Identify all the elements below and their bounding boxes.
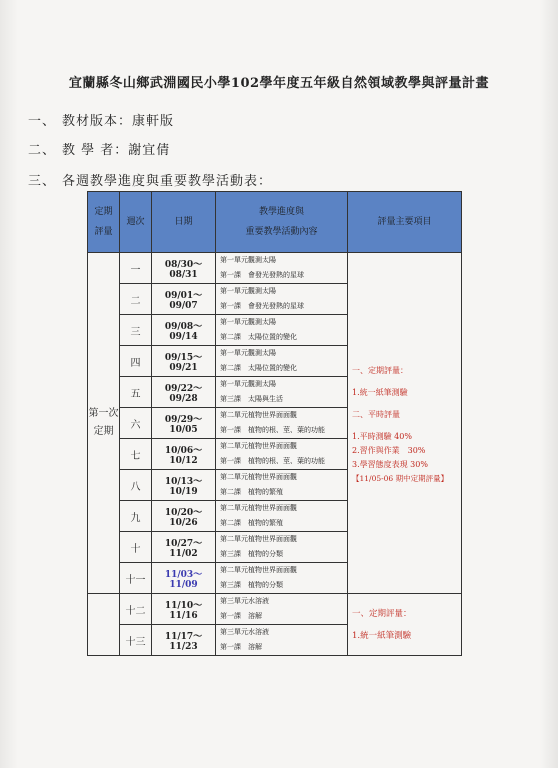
date-cell: 08/30～08/31 [152, 253, 216, 284]
activity-lesson: 第三課 植物的分類 [220, 581, 283, 589]
period-line2: 定期 [93, 426, 114, 437]
activity-lesson: 第一課 會發光發熱的星球 [220, 302, 304, 310]
activity-unit: 第一單元觀測太陽 [220, 287, 276, 295]
activity-unit: 第三單元水溶液 [220, 628, 269, 636]
activity-cell [216, 377, 348, 408]
activity-cell [216, 501, 348, 532]
activity-cell [216, 594, 348, 625]
week-cell: 十一 [120, 563, 152, 594]
section-text: 教 學 者：謝宜倩 [62, 143, 171, 158]
section-text: 各週教學進度與重要教學活動表： [62, 174, 273, 189]
date-cell: 10/20～10/26 [152, 501, 216, 532]
activity-cell [216, 563, 348, 594]
week-cell: 八 [120, 470, 152, 501]
activity-cell [216, 625, 348, 656]
activity-unit: 第一單元觀測太陽 [220, 256, 276, 264]
date-cell: 10/13～10/19 [152, 470, 216, 501]
activity-lesson: 第一課 溶解 [220, 612, 262, 620]
activity-unit: 第一單元觀測太陽 [220, 380, 276, 388]
section-number: 三、 [28, 174, 57, 189]
eval-line: 一、定期評量： [352, 608, 412, 619]
header-activity [216, 192, 348, 253]
header-period [88, 192, 120, 253]
eval-line: 2.習作與作業 30% [352, 446, 426, 455]
activity-unit: 第二單元植物世界面面觀 [220, 504, 297, 512]
period-first-exam [88, 253, 120, 594]
date-cell: 11/03～11/09 [152, 563, 216, 594]
date-cell: 10/06～10/12 [152, 439, 216, 470]
header-activity-line1: 教學進度與 [258, 207, 304, 217]
activity-unit: 第二單元植物世界面面觀 [220, 566, 297, 574]
schedule-table [87, 191, 462, 656]
eval-line: 二、平時評量 [352, 410, 400, 419]
header-eval: 評量主要項目 [348, 192, 462, 253]
activity-unit: 第三單元水溶液 [220, 597, 269, 605]
activity-cell [216, 439, 348, 470]
activity-lesson: 第一課 會發光發熱的星球 [220, 271, 304, 279]
date-cell: 09/29～10/05 [152, 408, 216, 439]
activity-cell [216, 470, 348, 501]
activity-lesson: 第二課 太陽位置的變化 [220, 364, 297, 372]
header-period-line2: 評量 [94, 227, 113, 237]
date-cell: 11/10～11/16 [152, 594, 216, 625]
activity-unit: 第二單元植物世界面面觀 [220, 411, 297, 419]
week-cell: 九 [120, 501, 152, 532]
activity-lesson: 第三課 太陽與生活 [220, 395, 283, 403]
week-cell: 一 [120, 253, 152, 284]
week-cell: 四 [120, 346, 152, 377]
date-cell: 10/27～11/02 [152, 532, 216, 563]
header-week: 週次 [120, 192, 152, 253]
eval-line: 一、定期評量： [352, 366, 408, 375]
activity-lesson: 第二課 植物的繁殖 [220, 488, 283, 496]
eval-line: 3.學習態度表現 30% [352, 460, 428, 469]
section-text: 教材版本：康軒版 [62, 114, 175, 129]
period-second-empty [88, 594, 120, 656]
activity-cell [216, 253, 348, 284]
week-cell: 五 [120, 377, 152, 408]
activity-lesson: 第一課 植物的根、莖、葉的功能 [220, 426, 325, 434]
section-number: 二、 [28, 143, 57, 158]
eval-line-exam-date: 【11/05-06 期中定期評量】 [352, 474, 449, 483]
activity-unit: 第二單元植物世界面面觀 [220, 442, 297, 450]
activity-unit: 第二單元植物世界面面觀 [220, 535, 297, 543]
activity-lesson: 第二課 植物的繁殖 [220, 519, 283, 527]
table-row [88, 253, 462, 284]
week-cell: 十二 [120, 594, 152, 625]
date-cell: 09/22～09/28 [152, 377, 216, 408]
section-schedule-heading [28, 170, 272, 189]
date-cell: 11/17～11/23 [152, 625, 216, 656]
activity-lesson: 第二課 太陽位置的變化 [220, 333, 297, 341]
date-cell: 09/08～09/14 [152, 315, 216, 346]
eval-items-second [348, 594, 462, 656]
eval-items-first [348, 253, 462, 594]
header-period-line1: 定期 [94, 207, 113, 217]
activity-lesson: 第一課 溶解 [220, 643, 262, 651]
activity-cell [216, 408, 348, 439]
section-teacher [28, 139, 170, 158]
week-cell: 十三 [120, 625, 152, 656]
section-textbook-version [28, 110, 174, 129]
activity-unit: 第二單元植物世界面面觀 [220, 473, 297, 481]
activity-lesson: 第三課 植物的分類 [220, 550, 283, 558]
period-line1: 第一次 [88, 408, 119, 419]
table-header-row [88, 192, 462, 253]
date-cell: 09/01～09/07 [152, 284, 216, 315]
week-cell: 六 [120, 408, 152, 439]
activity-unit: 第一單元觀測太陽 [220, 349, 276, 357]
date-cell: 09/15～09/21 [152, 346, 216, 377]
activity-cell [216, 532, 348, 563]
week-cell: 七 [120, 439, 152, 470]
header-activity-line2: 重要教學活動內容 [245, 227, 318, 237]
eval-line: 1.統一紙筆測驗 [352, 388, 408, 397]
activity-cell [216, 346, 348, 377]
table-row [88, 594, 462, 625]
eval-line: 1.平時測驗 40% [352, 432, 412, 441]
week-cell: 二 [120, 284, 152, 315]
activity-cell [216, 315, 348, 346]
eval-line: 1.統一紙筆測驗 [352, 630, 412, 641]
activity-lesson: 第一課 植物的根、莖、葉的功能 [220, 457, 325, 465]
header-date: 日期 [152, 192, 216, 253]
section-number: 一、 [28, 114, 57, 129]
document-title: 宜蘭縣冬山鄉武淵國民小學102學年度五年級自然領域教學與評量計畫 [68, 76, 490, 91]
week-cell: 十 [120, 532, 152, 563]
activity-unit: 第一單元觀測太陽 [220, 318, 276, 326]
week-cell: 三 [120, 315, 152, 346]
activity-cell [216, 284, 348, 315]
